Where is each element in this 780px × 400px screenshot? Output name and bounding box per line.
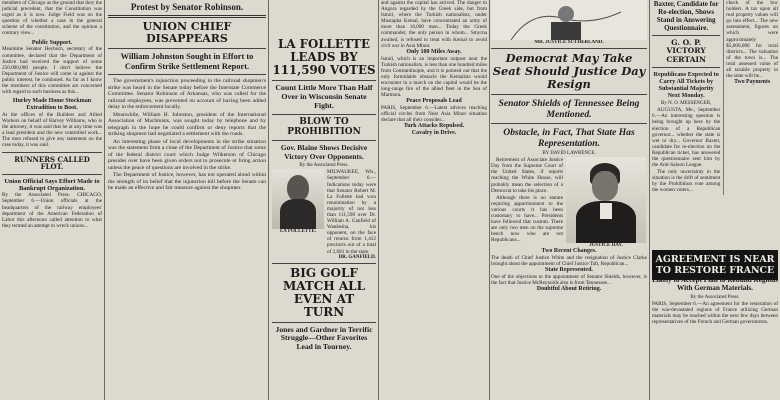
col2-text2: Meanwhile, William H. Johnston, president of the International Association of Machinists, was sought today by telephone and by telegraph in the hope he could confirm or deny reports that the striking shopmen had negotiated a settlement with the roads. [108,111,266,138]
col5-sub4: State Represented. [545,267,593,274]
col1-sub2: Extradition to Boot. [26,105,78,112]
col4-text: and against the capital has arrived. The danger to Angora regarded by the Greek side, but from Ismid, where the Turkish nationalists, under Mustapha Kemal, have concentrated an army of more than 16,000 men... Today the Greek commander, the only person in whom... Smyrna awaited, is refused to treat with Kemal to avoid civil war in Asia Minor. [381,0,487,49]
col5-text4: One of the objections to the appointment of Senator Shields, however, is the fact that Justice McReynolds also is from Tennessee... [491,274,647,287]
justice-day-caption: JUSTICE DAY. [589,243,623,249]
col5-sub1: Senator Shields of Tennessee Being Mentioned. [498,98,640,121]
la-follette-portrait [272,169,324,229]
col6-head2: G. O. P. VICTORY CERTAIN [666,38,706,64]
column-3 [272,0,376,400]
col2-bottom-text: The Department of Justice, however, has not operated aloud within the strength of its belief that the injunction bill before the Senate can be made an effective and fair measure against the shopmen. [108,172,266,192]
divider [491,94,647,95]
col1-sub1: Hurley Made Home Stockman [12,98,92,105]
col5-text3: The death of Chief Justice White and the resignation of Justice Clarke brought about the appointment of Chief Justice Taft, Republican... [491,255,647,268]
column-rule [104,0,105,400]
col6-right-text: check of the low holders. A tax upon all real property values will go into effect... The new assessment, figures on which were approximately $5,000,000 for rural districts... The valuation of the town is... The total assessed value of all taxable property in the state will be... [726,0,778,80]
col1-heading: Public Support. [31,39,73,46]
divider [2,152,102,153]
col3-byline: By the Associated Press. [299,163,349,169]
col2-subhead: William Johnston Sought in Effort to Confirm Strike Settlement Report. [120,52,254,71]
divider [272,263,376,264]
col3-head: LA FOLLETTE LEADS BY 111,590 VOTES [272,37,376,77]
divider [2,174,102,175]
col3-sub2: BLOW TO PROHIBITION [287,116,361,137]
agreement-text: PARIS, September 6.—An agreement for the restoration of the war-devastated regions of France utilizing German materials may be reached within the next few days between representatives of the French and German governments. [652,300,778,325]
col1-text-end: By the Associated Press. CHICAGO, September 6.—Union officials at the headquarters of the railway employees' department of the American Federation of Labor this afternoon called attention to what they termed an attempt to wreck unions... [2,192,102,229]
agreement-head: AGREEMENT IS NEAR TO RESTORE FRANCE [655,254,775,276]
la-follette-caption: LA FOLLETTE. [279,229,317,235]
golf-head: BIG GOLF MATCH ALL EVEN AT TURN [282,265,366,319]
col4-sub3: Turk Attacks Repulsed. [403,123,465,130]
col6-text2: The only uncertainty in the situation is the drift of sentiment by the Prohibition vote among the women voters... [652,169,721,194]
cartoon-illustration [491,0,647,40]
column-rule [268,0,269,400]
agreement-byline: By the Associated Press. [690,294,740,300]
col5-text1: Retirement of Associate Justice Day from the Supreme Court of the United States, if reports reaching the White House, will probably mean the selection of a Democrat to take his place. [491,157,563,194]
col5-text2: Although there is no statute requiring apportionment to the various courts it has been customary to have... Presidents have followed that custom. There are only two men on the supreme bench now who are not Republicans... [491,194,563,244]
col1-union-head: Union Official Says Effort Made to Bankrupt Organization. [4,177,100,192]
col2-text3: An interesting phase of local developments in the strike situation was the statement from a close of the Department of Justice that some of the federal district court which Judge Wilkerson of Chicago presides over have been given orders not to prosecute or bring action unless the peace of questions are involved in the strike. [108,138,266,171]
column-1 [2,0,102,400]
col2-text1: The government's injunction proceeding in the railroad shopmen's strike was heard in the Senate today before the Interstate Commerce Committee. Senator Robinson of Arkansas, who was called for the railroad employees, was prevented on account of having been added delay in the enforcement locally. [108,78,266,111]
golf-sub: Jones and Gardner in Terrific Struggle—Other Favorites Lead in Tourney. [275,324,373,352]
col4-sub4: Cavalry in Drive. [411,130,457,137]
col6-right-head: Two Payments [734,79,771,86]
col6-head1: Baxter, Candidate for Re-election, Shows Stand in Answering Questionnaire. [653,0,719,33]
divider [491,48,647,49]
divider [272,322,376,323]
col6-sub1: Republicans Expected to Carry All Tickets by Substantial Majority Next Monday. [653,70,719,100]
divider [491,123,647,124]
col4-sub2: Peace Proposals Lead [406,98,462,105]
col5-sub3: Two Recent Changes. [541,248,597,255]
divider [272,114,376,115]
agreement-sub: Likely to Accept Plan to Rebuild Regions With German Materials. [652,276,778,293]
ganfield-caption: DR. GANFIELD. [338,254,376,260]
divider [108,48,266,49]
col3-sub3: Gov. Blaine Shows Decisive Victory Over Opponents. [280,143,368,161]
col6-text1: AUGUSTA, Me., September 6.—An interesting question is being brought up here by the election of a Republican governor... whether the state is wet or dry... Governor Baxter, candidate for re-election on the Republican ticket, has answered the questionnaire sent him by the Anti-Saloon League. [652,107,721,169]
col4-text3: PARIS, September 6.—Latest advices reaching official circles from Near Asia Minor situation declare that all their consider... [381,105,487,124]
column-rule [649,0,650,400]
column-5 [491,0,647,400]
sutherland-caption: MR. JUSTICE SUTHERLAND. [534,40,604,45]
divider [652,35,720,36]
divider [272,140,376,141]
column-rule [378,0,379,400]
col2-head: UNION CHIEF DISAPPEARS [142,20,232,46]
col1-text-top: members of Chicago as the ground that they the judicial precedent, that the Constitution was urged as it is now. Judge Field was on the question of whether a case in the general scheme of the constitution, and the opinion a contrary view... [2,0,102,37]
divider [652,67,720,68]
divider [272,80,376,81]
col1-text-low: At the offices of the Builders and Allied Workers on behalf of Harvey Williams, who is the attorney, it was said that he at any time was a lead president and the new controlled work... The men refused to give any statement on the case today, it was said. [2,111,102,149]
col4-sub: Only 100 Miles Away. [406,48,462,55]
col6-byline: By N. O. MESSENGER, [661,101,712,107]
divider [108,74,266,75]
column-2 [108,0,266,400]
col4-text2: Ismid, which is an important outpost near the Turkish nationalists, is less than one hundred miles from Constantinople, and it is pointed out that the only formidable obstacle the Kemalists would encounter in a march on the capital would be the long-range fire of the allied fleet in the Sea of Marmora. [381,55,487,99]
col3-text: MILWAUKEE, Wis., September 6.—Indications today were that Senator Robert M. La Follette had won renomination by a majority of not less than 111,590 over Dr. William A. Ganfield of Waukesha, his opponent, on the face of returns from 1,412 precincts out of a total of 2,681 in the state. [327,169,376,255]
col5-sub5: Doubtful About Retiring. [536,286,602,293]
divider [108,15,266,18]
justice-day-portrait [566,157,646,243]
col1-text-mid: Meantime Senator Heyburn, secretary of the committee, declared that the Department of Justice had received the support of some 250,000,000 people. I don't believe the Department of Justice will come in against the public interest, he continued. As far as I know the members of this committee are concerned with regard to such business as this... [2,46,102,96]
col5-head: Democrat May Take Seat Should Justice Day Resign [492,51,646,91]
col5-sub2: Obstacle, in Fact, That State Has Representation. [503,127,635,150]
agreement-story [652,276,778,400]
column-4 [381,0,487,400]
col5-byline: BY DAVID LAWRENCE. [542,151,596,157]
col3-sub1: Count Little More Than Half Over in Wisconsin Senate Fight. [275,83,373,110]
col1-runners-head: RUNNERS CALLED FLOT. [14,154,90,172]
col2-top-head: Protest by Senator Robinson. [130,2,244,12]
column-rule [489,0,490,400]
